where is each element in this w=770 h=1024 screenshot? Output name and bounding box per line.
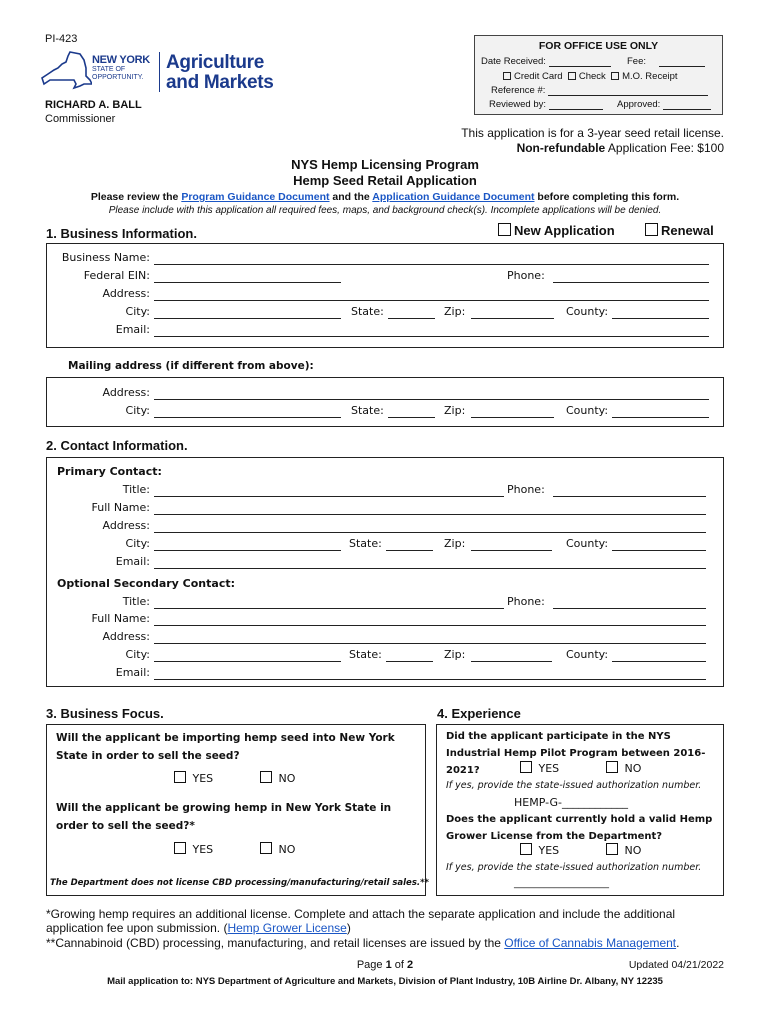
grower-no-option[interactable] xyxy=(606,843,641,857)
grower-license-note xyxy=(46,907,726,935)
grower-number-field[interactable]: ___________________ xyxy=(514,878,609,889)
new-application-label: New Application xyxy=(514,223,615,238)
check-label: Check xyxy=(578,71,606,82)
grow-yes-label: YES xyxy=(192,843,214,856)
note1-post: ) xyxy=(346,921,351,935)
import-yes-option[interactable] xyxy=(174,771,213,785)
primary-address-field[interactable] xyxy=(154,532,706,533)
new-application-checkbox[interactable] xyxy=(498,223,511,236)
grow-question: Will the applicant be growing hemp in New York State in order to sell the seed?* xyxy=(56,802,392,832)
federal-ein-label: Federal EIN: xyxy=(83,269,150,282)
primary-phone-label: Phone: xyxy=(507,483,545,496)
pilot-yes-option[interactable] xyxy=(520,761,559,775)
mailing-county-field[interactable] xyxy=(612,417,709,418)
federal-ein-field[interactable] xyxy=(154,282,341,283)
new-application-option[interactable] xyxy=(498,223,615,238)
fee-note xyxy=(344,141,724,155)
application-guidance-link[interactable]: Application Guidance Document xyxy=(372,191,535,203)
pilot-no-option[interactable] xyxy=(606,761,641,775)
application-title: Hemp Seed Retail Application xyxy=(293,173,477,188)
primary-county-label: County: xyxy=(566,537,609,550)
primary-email-field[interactable] xyxy=(154,568,706,569)
commissioner-name: RICHARD A. BALL xyxy=(45,99,142,111)
mailing-state-field[interactable] xyxy=(388,417,435,418)
program-title: NYS Hemp Licensing Program xyxy=(291,157,479,172)
section3-heading: 3. Business Focus. xyxy=(46,706,164,721)
secondary-fullname-field[interactable] xyxy=(154,625,706,626)
primary-address-label: Address: xyxy=(102,519,150,532)
note2-pre: **Cannabinoid (CBD) processing, manufacturing, and retail licenses are issued by the xyxy=(46,936,505,950)
section4-heading: 4. Experience xyxy=(437,706,521,721)
primary-state-label: State: xyxy=(349,537,382,550)
business-state-field[interactable] xyxy=(388,318,435,319)
secondary-city-label: City: xyxy=(125,648,150,661)
hemp-grower-license-link[interactable]: Hemp Grower License xyxy=(227,921,347,935)
secondary-contact-heading: Optional Secondary Contact: xyxy=(57,577,235,590)
mailing-instructions: Mail application to: NYS Department of Agriculture and Markets, Division of Plant Industry, 10B Airline Dr. Albany, NY 12235 xyxy=(107,976,663,987)
credit-card-label: Credit Card xyxy=(514,71,563,82)
renewal-option[interactable] xyxy=(645,223,714,238)
pilot-no-label: NO xyxy=(624,762,642,775)
secondary-phone-field[interactable] xyxy=(553,608,706,609)
import-no-option[interactable] xyxy=(260,771,295,785)
primary-contact-heading: Primary Contact: xyxy=(57,465,162,478)
form-id: PI-423 xyxy=(45,33,78,45)
primary-zip-field[interactable] xyxy=(471,550,552,551)
agency-name-line1: Agriculture xyxy=(166,52,265,73)
business-county-label: County: xyxy=(566,305,609,318)
state-sub1: STATE OF xyxy=(92,66,126,73)
grower-yes-label: YES xyxy=(538,844,560,857)
nonrefundable-label: Non-refundable xyxy=(516,141,606,155)
reviewed-by-field[interactable] xyxy=(549,100,603,110)
date-received-label: Date Received: xyxy=(481,56,546,67)
business-email-label: Email: xyxy=(115,323,150,336)
secondary-city-field[interactable] xyxy=(154,661,341,662)
mo-receipt-label: M.O. Receipt xyxy=(622,71,678,82)
import-no-label: NO xyxy=(278,772,296,785)
credit-card-checkbox[interactable] xyxy=(503,72,511,80)
reference-field[interactable] xyxy=(548,86,708,96)
secondary-email-field[interactable] xyxy=(154,679,706,680)
import-no-checkbox[interactable] xyxy=(260,771,272,783)
business-name-field[interactable] xyxy=(154,264,709,265)
grow-yes-option[interactable] xyxy=(174,842,213,856)
mo-receipt-checkbox[interactable] xyxy=(611,72,619,80)
commissioner-title: Commissioner xyxy=(45,113,116,125)
updated-date: Updated 04/21/2022 xyxy=(628,959,724,971)
agency-name-line2: and Markets xyxy=(166,72,274,93)
secondary-address-field[interactable] xyxy=(154,643,706,644)
secondary-zip-field[interactable] xyxy=(471,661,552,662)
review-mid: and the xyxy=(329,191,373,203)
pilot-yes-label: YES xyxy=(538,762,560,775)
office-use-box xyxy=(474,35,723,115)
business-name-label: Business Name: xyxy=(61,251,150,264)
primary-city-field[interactable] xyxy=(154,550,341,551)
mailing-address-heading: Mailing address (if different from above): xyxy=(68,360,314,372)
check-checkbox[interactable] xyxy=(568,72,576,80)
pilot-hint: If yes, provide the state-issued authorization number. xyxy=(446,780,702,791)
business-email-field[interactable] xyxy=(154,336,709,337)
page-total: 2 xyxy=(407,959,414,971)
approved-field[interactable] xyxy=(663,100,711,110)
primary-title-label: Title: xyxy=(122,483,150,496)
cbd-license-note xyxy=(46,936,726,950)
fee-text: Application Fee: $100 xyxy=(605,141,724,155)
primary-state-field[interactable] xyxy=(386,550,433,551)
secondary-title-field[interactable] xyxy=(154,608,504,609)
business-zip-label: Zip: xyxy=(444,305,466,318)
state-name: NEW YORK xyxy=(92,54,150,66)
primary-zip-label: Zip: xyxy=(444,537,466,550)
business-state-label: State: xyxy=(351,305,384,318)
secondary-county-field[interactable] xyxy=(612,661,706,662)
mailing-address-label: Address: xyxy=(102,386,150,399)
program-guidance-link[interactable]: Program Guidance Document xyxy=(181,191,330,203)
secondary-state-label: State: xyxy=(349,648,382,661)
mailing-zip-label: Zip: xyxy=(444,404,466,417)
grower-yes-option[interactable] xyxy=(520,843,559,857)
business-phone-label: Phone: xyxy=(507,269,545,282)
import-yes-label: YES xyxy=(192,772,214,785)
note2-post: . xyxy=(676,936,680,950)
renewal-checkbox[interactable] xyxy=(645,223,658,236)
mailing-city-label: City: xyxy=(125,404,150,417)
renewal-label: Renewal xyxy=(661,223,714,238)
primary-email-label: Email: xyxy=(115,555,150,568)
page-pre: Page xyxy=(356,959,386,971)
primary-fullname-label: Full Name: xyxy=(91,501,150,514)
license-note: This application is for a 3-year seed retail license. xyxy=(461,126,724,140)
pilot-yes-checkbox[interactable] xyxy=(520,761,532,773)
mailing-address-field[interactable] xyxy=(154,399,709,400)
grower-no-label: NO xyxy=(624,844,642,857)
fee-field[interactable] xyxy=(659,57,705,67)
grow-no-option[interactable] xyxy=(260,842,295,856)
pilot-question: Did the applicant participate in the NYS Industrial Hemp Pilot Program between 2016-2021? xyxy=(446,731,706,776)
review-instructions xyxy=(0,191,770,203)
primary-phone-field[interactable] xyxy=(553,496,706,497)
reference-label: Reference #: xyxy=(491,85,546,96)
grower-no-checkbox[interactable] xyxy=(606,843,618,855)
primary-county-field[interactable] xyxy=(612,550,706,551)
section1-heading: 1. Business Information. xyxy=(46,226,197,241)
secondary-county-label: County: xyxy=(566,648,609,661)
business-phone-field[interactable] xyxy=(553,282,709,283)
import-yes-checkbox[interactable] xyxy=(174,771,186,783)
import-question: Will the applicant be importing hemp seed into New York State in order to sell the seed? xyxy=(56,732,395,762)
office-cannabis-link[interactable]: Office of Cannabis Management xyxy=(504,936,677,950)
grower-license-question: Does the applicant currently hold a valid Hemp Grower License from the Department? xyxy=(446,814,713,842)
business-city-label: City: xyxy=(125,305,150,318)
mailing-state-label: State: xyxy=(351,404,384,417)
fee-label: Fee: xyxy=(627,56,647,67)
logo-divider xyxy=(159,52,160,92)
mailing-zip-field[interactable] xyxy=(471,417,554,418)
secondary-state-field[interactable] xyxy=(386,661,433,662)
nys-map-icon xyxy=(40,50,92,92)
business-county-field[interactable] xyxy=(612,318,709,319)
review-post: before completing this form. xyxy=(534,191,680,203)
grow-no-checkbox[interactable] xyxy=(260,842,272,854)
secondary-fullname-label: Full Name: xyxy=(91,612,150,625)
business-zip-field[interactable] xyxy=(471,318,554,319)
cbd-note: The Department does not license CBD processing/manufacturing/retail sales.** xyxy=(50,878,429,888)
mailing-county-label: County: xyxy=(566,404,609,417)
secondary-title-label: Title: xyxy=(122,595,150,608)
grower-hint: If yes, provide the state-issued authorization number. xyxy=(446,862,702,873)
secondary-address-label: Address: xyxy=(102,630,150,643)
state-sub2: OPPORTUNITY. xyxy=(92,74,144,81)
primary-city-label: City: xyxy=(125,537,150,550)
grow-yes-checkbox[interactable] xyxy=(174,842,186,854)
include-note: Please include with this application all required fees, maps, and background check(s). Incomplete applications will be denied. xyxy=(108,205,662,216)
section2-heading: 2. Contact Information. xyxy=(46,438,188,453)
secondary-phone-label: Phone: xyxy=(507,595,545,608)
date-received-field[interactable] xyxy=(549,57,611,67)
primary-fullname-field[interactable] xyxy=(154,514,706,515)
page-of: of xyxy=(391,959,408,971)
hemp-g-field[interactable]: HEMP-G-____________ xyxy=(514,796,628,809)
state-tagline xyxy=(92,66,156,82)
mailing-address-box xyxy=(46,377,724,427)
office-use-title: FOR OFFICE USE ONLY xyxy=(538,40,659,52)
pilot-no-checkbox[interactable] xyxy=(606,761,618,773)
grow-no-label: NO xyxy=(278,843,296,856)
grower-yes-checkbox[interactable] xyxy=(520,843,532,855)
reviewed-by-label: Reviewed by: xyxy=(489,99,547,110)
business-address-label: Address: xyxy=(102,287,150,300)
secondary-email-label: Email: xyxy=(115,666,150,679)
note1-pre: *Growing hemp requires an additional license. Complete and attach the separate application and include the additional application fee upon submission. ( xyxy=(46,907,676,935)
primary-title-field[interactable] xyxy=(154,496,504,497)
review-pre: Please review the xyxy=(90,191,182,203)
secondary-zip-label: Zip: xyxy=(444,648,466,661)
approved-label: Approved: xyxy=(617,99,661,110)
business-address-field[interactable] xyxy=(154,300,709,301)
mailing-city-field[interactable] xyxy=(154,417,341,418)
page-current: 1 xyxy=(385,959,392,971)
business-city-field[interactable] xyxy=(154,318,341,319)
